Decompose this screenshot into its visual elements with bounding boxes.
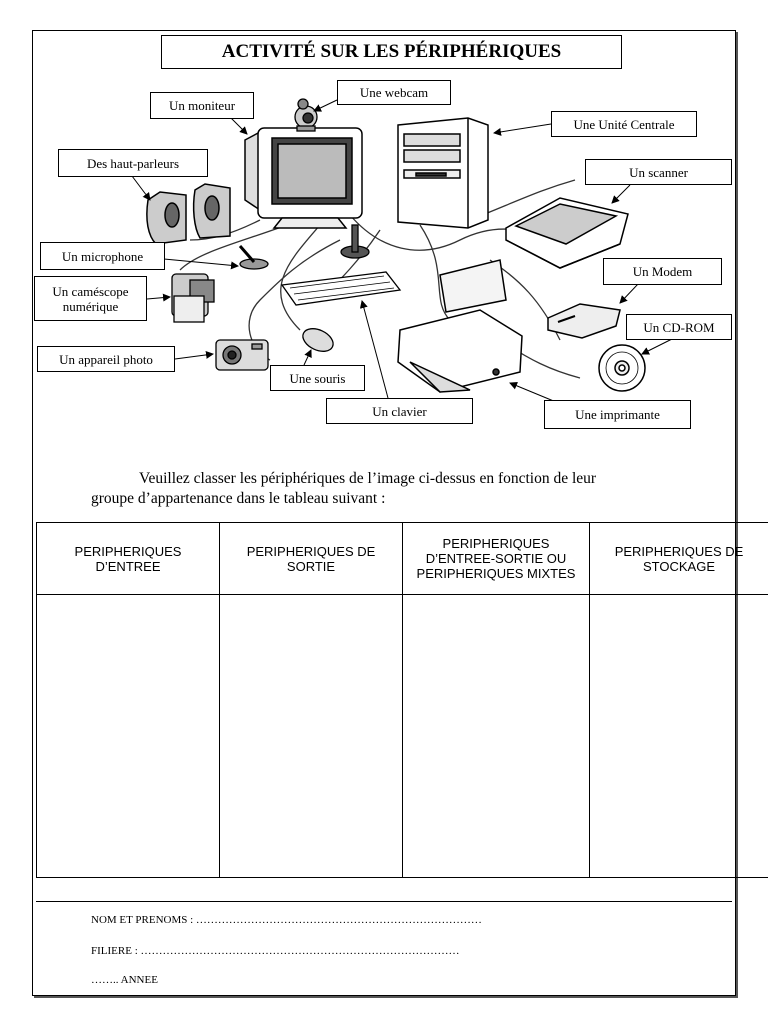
webcam-drawing bbox=[295, 99, 317, 131]
column-header-mixtes: PERIPHERIQUES D’ENTREE-SORTIE OU PERIPHERIQUES MIXTES bbox=[403, 523, 590, 595]
column-header-stockage: PERIPHERIQUES DE STOCKAGE bbox=[590, 523, 768, 595]
instructions-line1 bbox=[91, 469, 691, 489]
footer-divider bbox=[36, 901, 732, 902]
column-header-entree: PERIPHERIQUES D’ENTREE bbox=[37, 523, 220, 595]
table-answer-row bbox=[37, 595, 768, 878]
camcorder-drawing bbox=[172, 274, 214, 322]
microphone-drawing bbox=[240, 246, 268, 269]
instructions bbox=[91, 469, 691, 509]
label-scanner: Un scanner bbox=[585, 159, 732, 185]
footer-annee[interactable]: …….. ANNEE bbox=[91, 974, 158, 986]
answer-cell-stockage[interactable] bbox=[590, 595, 768, 878]
keyboard-drawing bbox=[282, 272, 400, 305]
label-camescope-line2: numérique bbox=[62, 298, 119, 314]
label-camescope-line1: Un caméscope bbox=[52, 283, 129, 299]
cdrom-drawing bbox=[599, 345, 645, 391]
footer-nom-prenoms[interactable]: NOM ET PRENOMS : …………………………………………………………………… bbox=[91, 914, 482, 926]
classification-table bbox=[36, 522, 768, 878]
label-unite-centrale: Une Unité Centrale bbox=[551, 111, 697, 137]
mouse-drawing bbox=[299, 324, 336, 356]
answer-cell-mixtes[interactable] bbox=[403, 595, 590, 878]
modem-drawing bbox=[548, 304, 620, 338]
page-title: ACTIVITÉ SUR LES PÉRIPHÉRIQUES bbox=[161, 35, 622, 69]
table-header-row bbox=[37, 523, 768, 595]
column-header-sortie: PERIPHERIQUES DE SORTIE bbox=[220, 523, 403, 595]
monitor-drawing bbox=[245, 128, 362, 228]
speakers-drawing bbox=[147, 184, 230, 244]
label-appareil-photo: Un appareil photo bbox=[37, 346, 175, 372]
printer-drawing bbox=[398, 260, 522, 392]
instructions-line1-text: Veuillez classer les périphériques de l’image ci-dessus en fonction de leur bbox=[139, 470, 597, 487]
label-microphone: Un microphone bbox=[40, 242, 165, 270]
label-camescope bbox=[34, 276, 147, 321]
footer-filiere[interactable]: FILIERE : …………………………………………………………………………… bbox=[91, 945, 460, 957]
instructions-line2: groupe d’appartenance dans le tableau suivant : bbox=[91, 490, 386, 507]
peripherals-illustration bbox=[0, 0, 768, 460]
label-moniteur: Un moniteur bbox=[150, 92, 254, 119]
label-cdrom: Un CD-ROM bbox=[626, 314, 732, 340]
label-imprimante: Une imprimante bbox=[544, 400, 691, 429]
answer-cell-sortie[interactable] bbox=[220, 595, 403, 878]
label-modem: Un Modem bbox=[603, 258, 722, 285]
label-souris: Une souris bbox=[270, 365, 365, 391]
label-clavier: Un clavier bbox=[326, 398, 473, 424]
answer-cell-entree[interactable] bbox=[37, 595, 220, 878]
central-unit-drawing bbox=[398, 118, 488, 228]
label-webcam: Une webcam bbox=[337, 80, 451, 105]
photo-camera-drawing bbox=[216, 340, 268, 370]
label-haut-parleurs: Des haut-parleurs bbox=[58, 149, 208, 177]
